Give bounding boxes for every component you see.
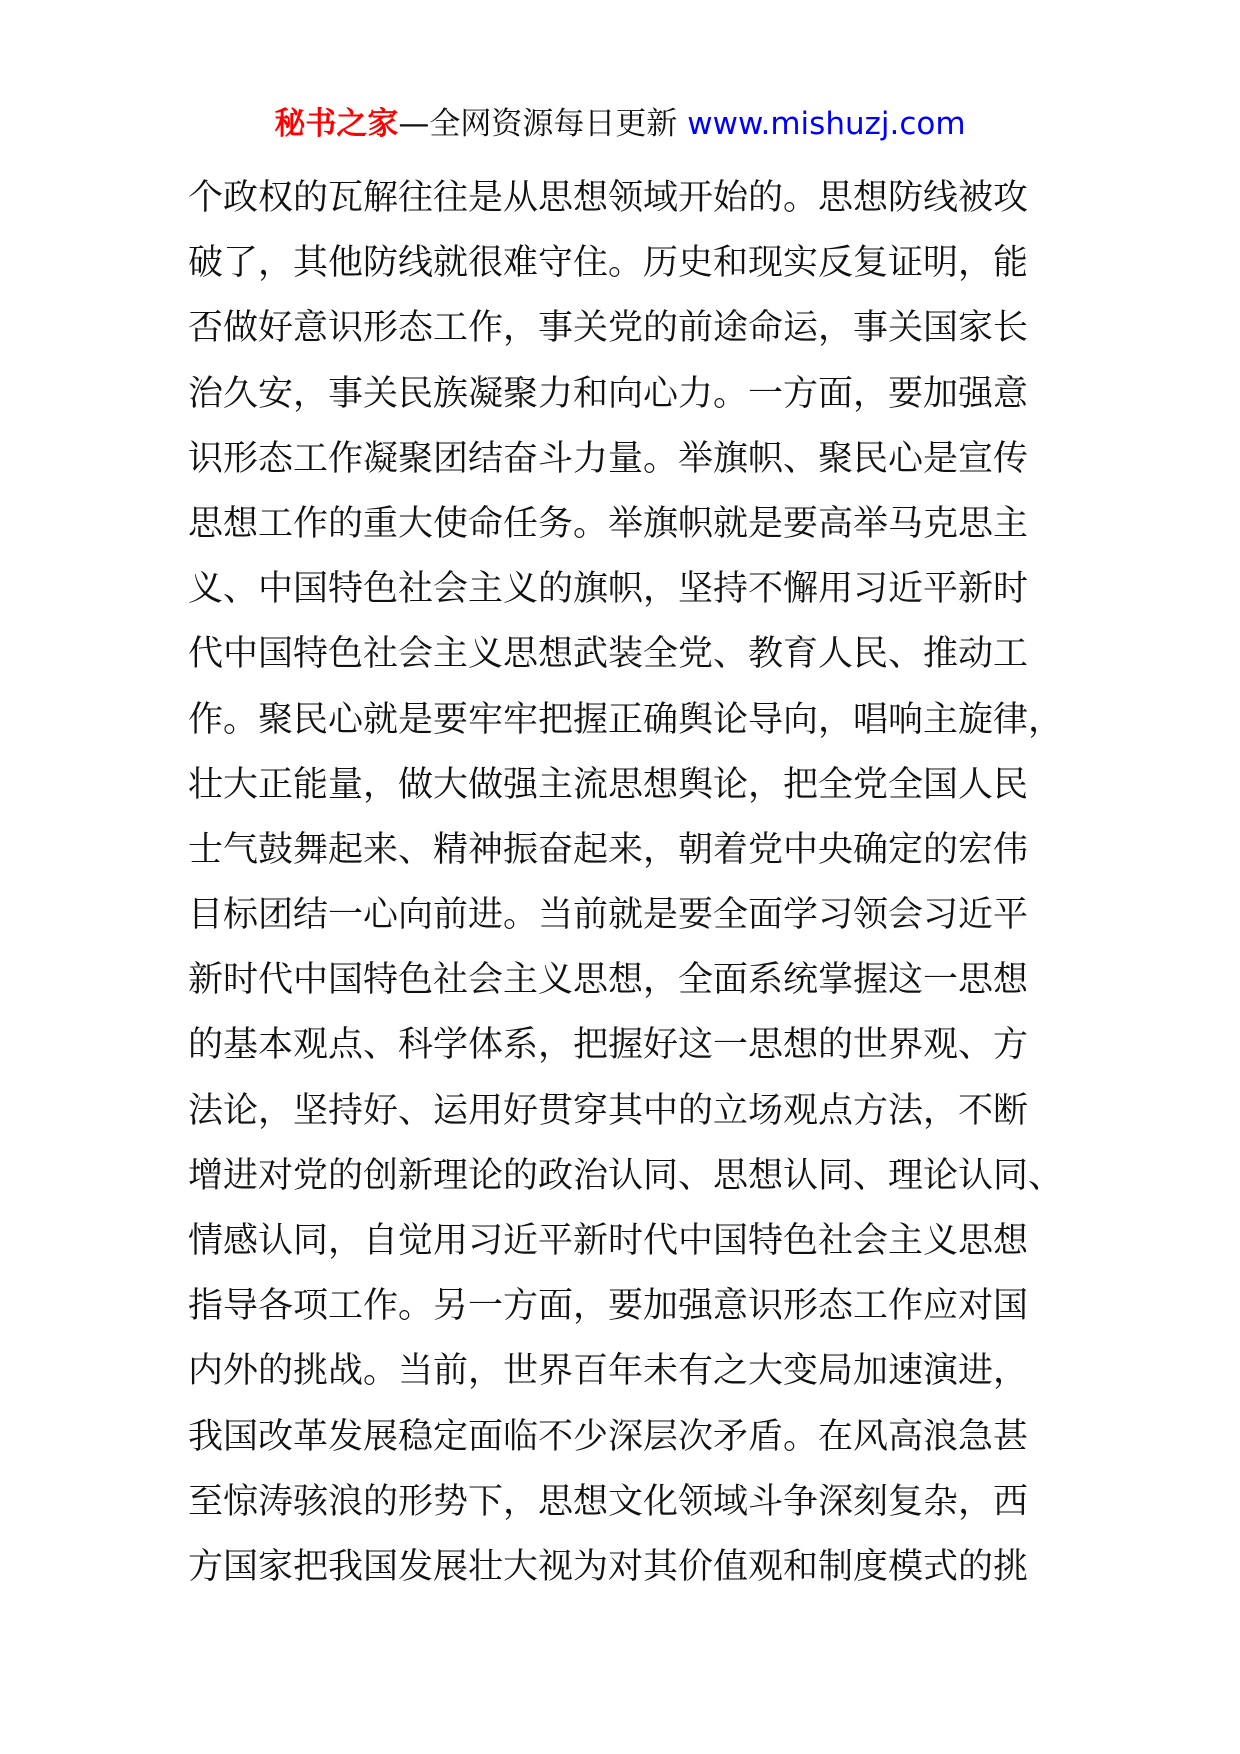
text-line: 情感认同，自觉用习近平新时代中国特色社会主义思想 <box>188 1221 1029 1261</box>
text-line: 增进对党的创新理论的政治认同、思想认同、理论认同、 <box>188 1155 1064 1196</box>
text-line: 至惊涛骇浪的形势下，思想文化领域斗争深刻复杂，西 <box>188 1481 1029 1522</box>
text-line: 新时代中国特色社会主义思想，全面系统掌握这一思想 <box>188 960 1029 1001</box>
text-line: 目标团结一心向前进。当前就是要全面学习领会习近平 <box>188 895 1029 936</box>
text-line: 壮大正能量，做大做强主流思想舆论，把全党全国人民 <box>188 764 1029 805</box>
text-line: 士气鼓舞起来、精神振奋起来，朝着党中央确定的宏伟 <box>188 829 1029 870</box>
document-body <box>188 166 1088 1600</box>
text-line: 法论，坚持好、运用好贯穿其中的立场观点方法，不断 <box>188 1090 1029 1131</box>
text-line: 识形态工作凝聚团结奋斗力量。举旗帜、聚民心是宣传 <box>188 438 1029 479</box>
text-line: 指导各项工作。另一方面，要加强意识形态工作应对国 <box>188 1286 1029 1327</box>
brand-name: 秘书之家 <box>274 106 399 142</box>
text-line: 治久安，事关民族凝聚力和向心力。一方面，要加强意 <box>188 373 1029 414</box>
text-line: 否做好意识形态工作，事关党的前途命运，事关国家长 <box>188 308 1029 349</box>
text-line: 我国改革发展稳定面临不少深层次矛盾。在风高浪急甚 <box>188 1416 1029 1457</box>
header-tagline: —全网资源每日更新 <box>398 106 678 142</box>
header-url[interactable]: www.mishuzj.com <box>687 106 966 142</box>
text-line: 作。聚民心就是要牢牢把握正确舆论导向，唱响主旋律， <box>188 699 1064 740</box>
text-line: 方国家把我国发展壮大视为对其价值观和制度模式的挑 <box>188 1546 1029 1587</box>
text-line: 代中国特色社会主义思想武装全党、教育人民、推动工 <box>188 634 1029 675</box>
text-line: 内外的挑战。当前，世界百年未有之大变局加速演进， <box>188 1351 1029 1392</box>
page-header <box>0 100 1240 148</box>
text-line: 的基本观点、科学体系，把握好这一思想的世界观、方 <box>188 1025 1029 1066</box>
text-line: 个政权的瓦解往往是从思想领域开始的。思想防线被攻 <box>188 178 1029 218</box>
text-line: 义、中国特色社会主义的旗帜，坚持不懈用习近平新时 <box>188 569 1029 610</box>
text-line: 思想工作的重大使命任务。举旗帜就是要高举马克思主 <box>188 503 1029 544</box>
text-line: 破了，其他防线就很难守住。历史和现实反复证明，能 <box>188 243 1029 284</box>
